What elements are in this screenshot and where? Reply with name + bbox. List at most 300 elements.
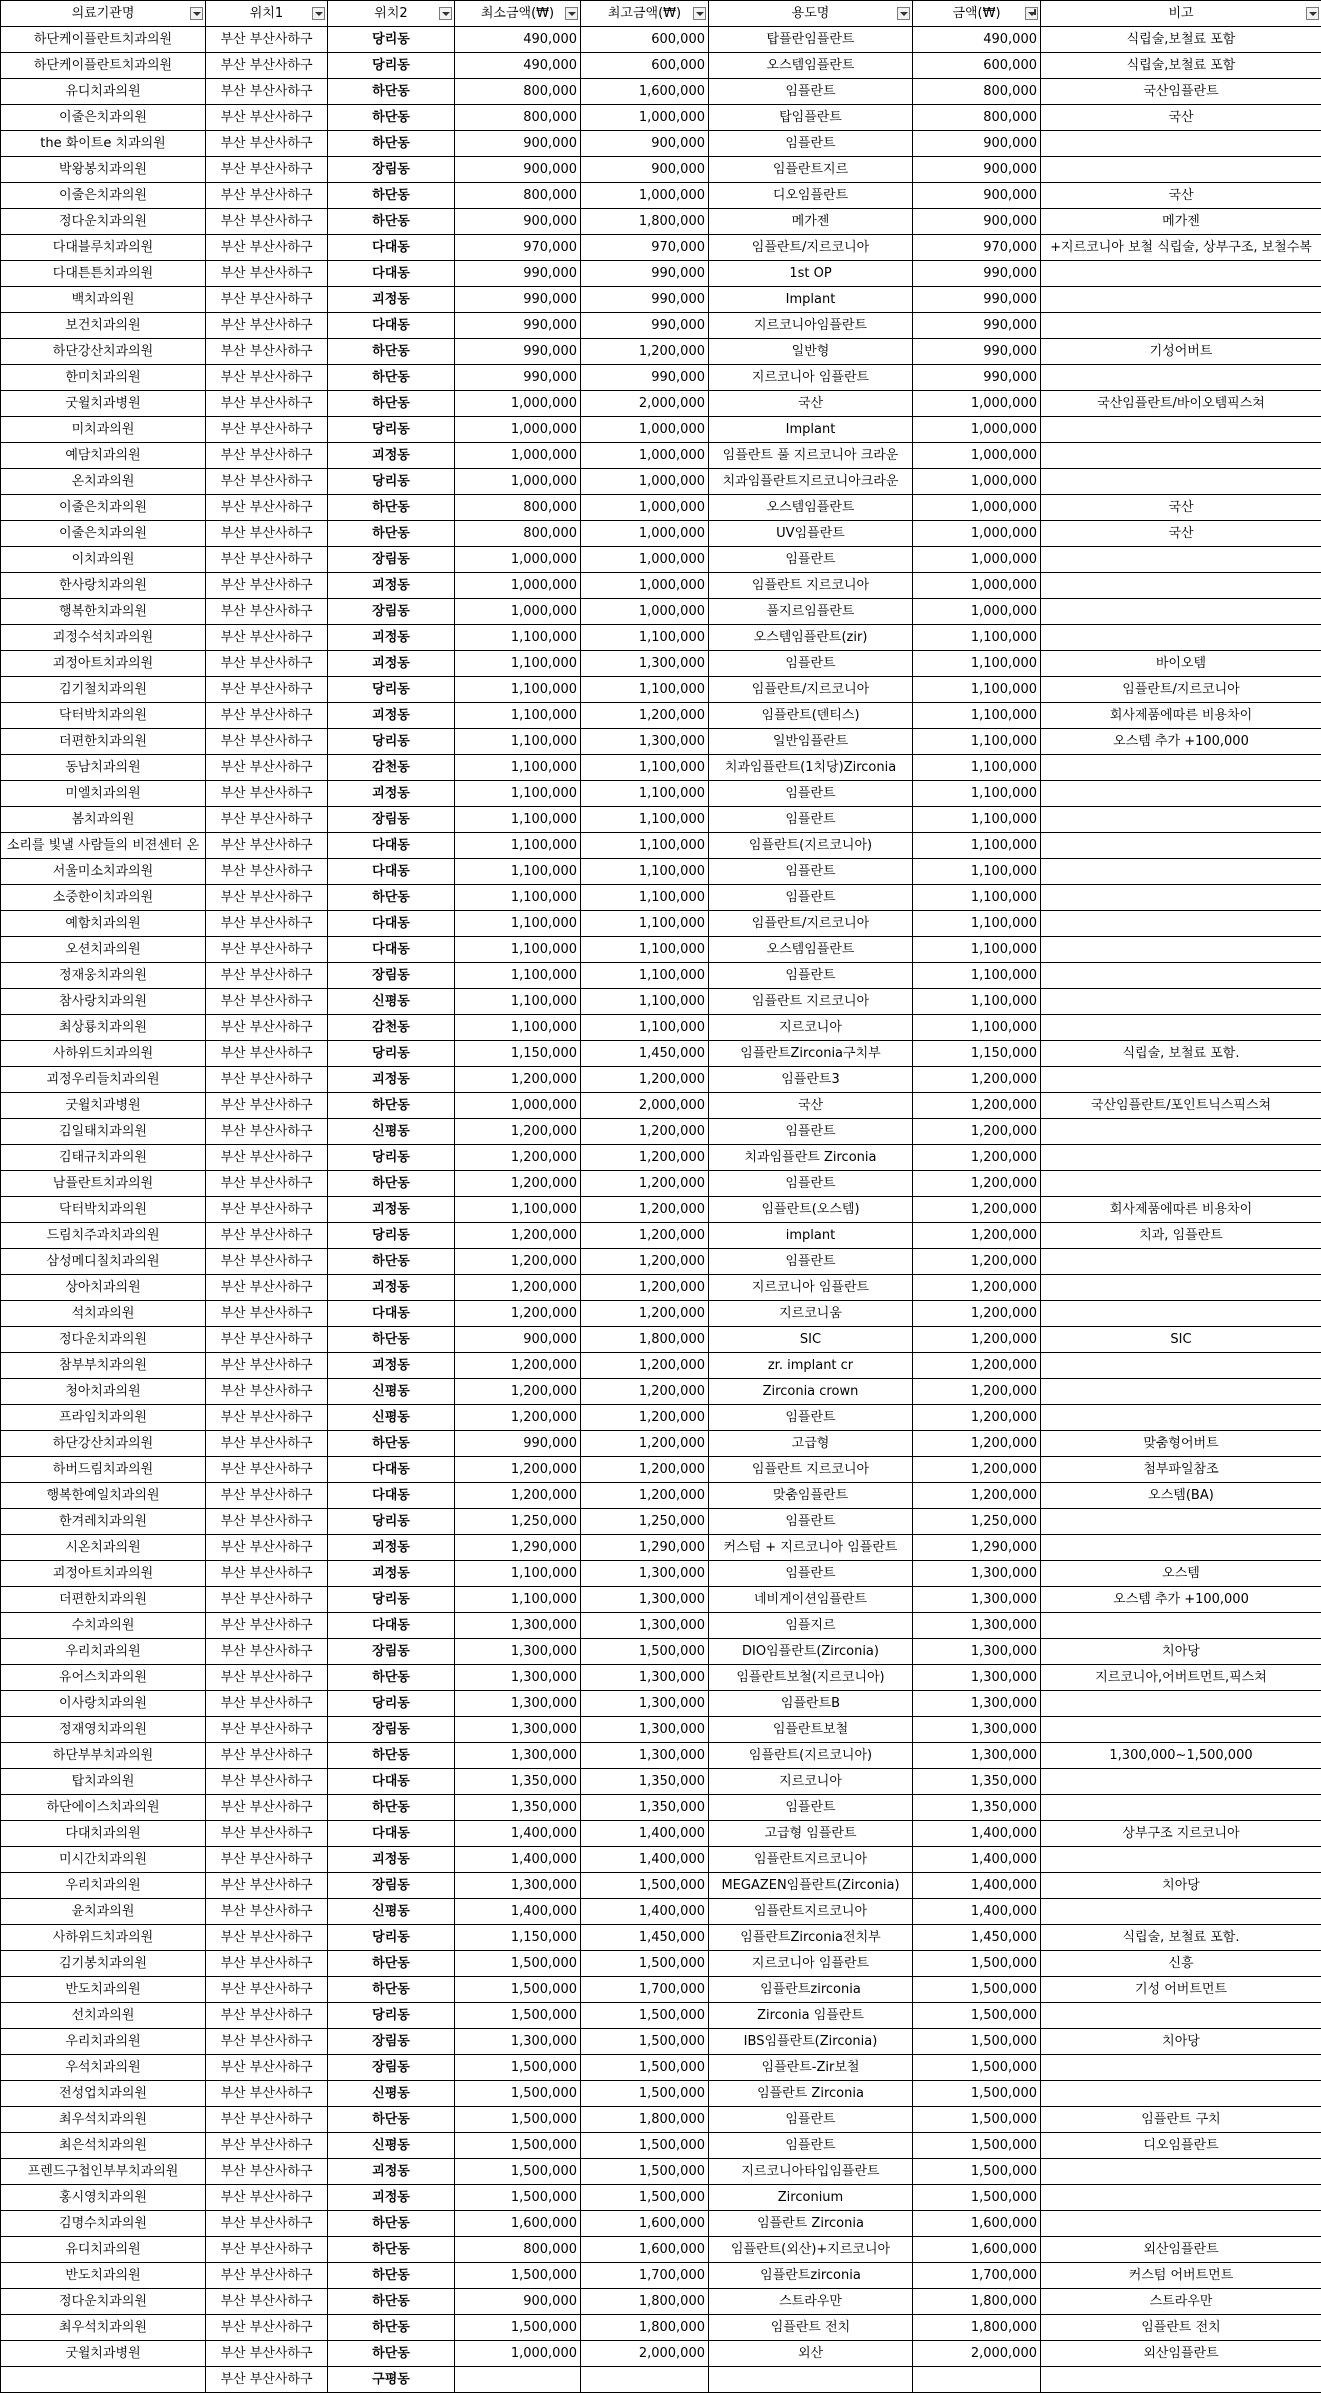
cell-price[interactable]: 1,500,000 (913, 2185, 1041, 2211)
cell-location2[interactable]: 장림동 (328, 547, 455, 573)
cell-usage-name[interactable]: 지르코니아임플란트 (709, 313, 913, 339)
cell-price[interactable]: 1,100,000 (913, 755, 1041, 781)
cell-usage-name[interactable]: 오스템임플란트 (709, 937, 913, 963)
cell-usage-name[interactable]: 임플란트 (709, 1509, 913, 1535)
cell-note[interactable] (1041, 989, 1321, 1015)
cell-usage-name[interactable]: 임플란트 전치 (709, 2315, 913, 2341)
cell-hospital-name[interactable]: 청아치과의원 (1, 1379, 206, 1405)
cell-note[interactable] (1041, 157, 1321, 183)
cell-min-price[interactable]: 1,100,000 (455, 651, 581, 677)
cell-price[interactable]: 1,300,000 (913, 1717, 1041, 1743)
cell-location2[interactable]: 괴정동 (328, 781, 455, 807)
cell-location2[interactable]: 하단동 (328, 1171, 455, 1197)
cell-hospital-name[interactable]: 사하위드치과의원 (1, 1041, 206, 1067)
cell-location1[interactable]: 부산 부산사하구 (206, 1899, 328, 1925)
cell-note[interactable]: 1,300,000~1,500,000 (1041, 1743, 1321, 1769)
cell-location2[interactable]: 하단동 (328, 365, 455, 391)
cell-location2[interactable]: 다대동 (328, 911, 455, 937)
cell-location2[interactable]: 당리동 (328, 1691, 455, 1717)
cell-max-price[interactable]: 1,100,000 (581, 677, 709, 703)
cell-hospital-name[interactable]: 굿윌치과병원 (1, 391, 206, 417)
cell-price[interactable]: 1,200,000 (913, 1093, 1041, 1119)
cell-usage-name[interactable]: 임플란트 풀 지르코니아 크라운 (709, 443, 913, 469)
cell-max-price[interactable]: 1,500,000 (581, 1639, 709, 1665)
cell-note[interactable]: 상부구조 지르코니아 (1041, 1821, 1321, 1847)
cell-note[interactable]: 임플란트 전치 (1041, 2315, 1321, 2341)
cell-location2[interactable]: 하단동 (328, 1951, 455, 1977)
cell-note[interactable] (1041, 807, 1321, 833)
cell-price[interactable]: 1,250,000 (913, 1509, 1041, 1535)
cell-location2[interactable]: 하단동 (328, 1431, 455, 1457)
cell-location1[interactable]: 부산 부산사하구 (206, 469, 328, 495)
cell-note[interactable] (1041, 469, 1321, 495)
cell-hospital-name[interactable]: 하단에이스치과의원 (1, 1795, 206, 1821)
cell-location2[interactable]: 괴정동 (328, 651, 455, 677)
cell-note[interactable] (1041, 1795, 1321, 1821)
cell-price[interactable]: 900,000 (913, 183, 1041, 209)
cell-usage-name[interactable]: 일반형 (709, 339, 913, 365)
cell-hospital-name[interactable]: 우석치과의원 (1, 2055, 206, 2081)
cell-price[interactable] (913, 2367, 1041, 2393)
cell-max-price[interactable]: 1,300,000 (581, 729, 709, 755)
cell-note[interactable]: 임플란트 구치 (1041, 2107, 1321, 2133)
cell-location1[interactable]: 부산 부산사하구 (206, 1301, 328, 1327)
cell-price[interactable]: 1,200,000 (913, 1223, 1041, 1249)
cell-location1[interactable]: 부산 부산사하구 (206, 339, 328, 365)
cell-location1[interactable]: 부산 부산사하구 (206, 1665, 328, 1691)
cell-location1[interactable]: 부산 부산사하구 (206, 1197, 328, 1223)
cell-location1[interactable]: 부산 부산사하구 (206, 1561, 328, 1587)
cell-max-price[interactable]: 1,000,000 (581, 495, 709, 521)
cell-min-price[interactable]: 800,000 (455, 105, 581, 131)
cell-location1[interactable]: 부산 부산사하구 (206, 1639, 328, 1665)
cell-note[interactable]: 치아당 (1041, 2029, 1321, 2055)
cell-location2[interactable]: 괴정동 (328, 625, 455, 651)
cell-note[interactable] (1041, 911, 1321, 937)
cell-max-price[interactable]: 1,450,000 (581, 1041, 709, 1067)
cell-max-price[interactable]: 1,100,000 (581, 807, 709, 833)
cell-min-price[interactable]: 800,000 (455, 79, 581, 105)
cell-note[interactable]: 신흥 (1041, 1951, 1321, 1977)
cell-max-price[interactable]: 1,500,000 (581, 2133, 709, 2159)
cell-max-price[interactable]: 990,000 (581, 261, 709, 287)
cell-min-price[interactable]: 1,100,000 (455, 963, 581, 989)
cell-min-price[interactable]: 1,150,000 (455, 1925, 581, 1951)
cell-price[interactable]: 1,200,000 (913, 1327, 1041, 1353)
cell-hospital-name[interactable]: 한겨레치과의원 (1, 1509, 206, 1535)
cell-max-price[interactable]: 1,200,000 (581, 703, 709, 729)
cell-usage-name[interactable]: Implant (709, 287, 913, 313)
cell-hospital-name[interactable]: 정다운치과의원 (1, 1327, 206, 1353)
filter-dropdown-icon[interactable] (312, 7, 325, 20)
cell-location1[interactable]: 부산 부산사하구 (206, 651, 328, 677)
cell-max-price[interactable] (581, 2367, 709, 2393)
cell-hospital-name[interactable]: 사하위드치과의원 (1, 1925, 206, 1951)
cell-location1[interactable]: 부산 부산사하구 (206, 2055, 328, 2081)
cell-max-price[interactable]: 970,000 (581, 235, 709, 261)
cell-price[interactable]: 1,200,000 (913, 1119, 1041, 1145)
cell-location2[interactable]: 괴정동 (328, 2159, 455, 2185)
cell-location1[interactable]: 부산 부산사하구 (206, 53, 328, 79)
cell-hospital-name[interactable]: 최우석치과의원 (1, 2107, 206, 2133)
cell-hospital-name[interactable]: 미시간치과의원 (1, 1847, 206, 1873)
cell-price[interactable]: 1,600,000 (913, 2211, 1041, 2237)
cell-max-price[interactable]: 1,000,000 (581, 417, 709, 443)
cell-usage-name[interactable]: 커스텀 + 지르코니아 임플란트 (709, 1535, 913, 1561)
cell-price[interactable]: 1,100,000 (913, 677, 1041, 703)
cell-min-price[interactable]: 1,100,000 (455, 677, 581, 703)
cell-max-price[interactable]: 1,200,000 (581, 1171, 709, 1197)
cell-max-price[interactable]: 1,100,000 (581, 755, 709, 781)
cell-max-price[interactable]: 1,100,000 (581, 963, 709, 989)
cell-usage-name[interactable]: UV임플란트 (709, 521, 913, 547)
cell-min-price[interactable]: 1,200,000 (455, 1249, 581, 1275)
cell-location2[interactable]: 장림동 (328, 599, 455, 625)
cell-min-price[interactable]: 1,100,000 (455, 1561, 581, 1587)
cell-location2[interactable]: 다대동 (328, 859, 455, 885)
cell-price[interactable]: 1,400,000 (913, 1899, 1041, 1925)
cell-max-price[interactable]: 1,290,000 (581, 1535, 709, 1561)
cell-hospital-name[interactable]: 홍시영치과의원 (1, 2185, 206, 2211)
cell-max-price[interactable]: 1,800,000 (581, 1327, 709, 1353)
cell-usage-name[interactable]: 네비게이션임플란트 (709, 1587, 913, 1613)
cell-max-price[interactable]: 1,100,000 (581, 1015, 709, 1041)
cell-max-price[interactable]: 2,000,000 (581, 391, 709, 417)
cell-max-price[interactable]: 1,350,000 (581, 1769, 709, 1795)
cell-price[interactable]: 1,400,000 (913, 1847, 1041, 1873)
cell-price[interactable]: 1,800,000 (913, 2315, 1041, 2341)
cell-max-price[interactable]: 1,500,000 (581, 2081, 709, 2107)
cell-hospital-name[interactable]: 이줄은치과의원 (1, 521, 206, 547)
cell-usage-name[interactable]: 임플란트 (709, 131, 913, 157)
cell-max-price[interactable]: 1,100,000 (581, 885, 709, 911)
cell-location2[interactable]: 하단동 (328, 105, 455, 131)
cell-min-price[interactable]: 1,200,000 (455, 1275, 581, 1301)
cell-min-price[interactable]: 1,500,000 (455, 1977, 581, 2003)
cell-min-price[interactable]: 1,200,000 (455, 1067, 581, 1093)
cell-min-price[interactable]: 990,000 (455, 365, 581, 391)
cell-note[interactable]: 디오임플란트 (1041, 2133, 1321, 2159)
cell-usage-name[interactable]: 임플란트 (709, 1119, 913, 1145)
cell-note[interactable]: 기성어버트 (1041, 339, 1321, 365)
cell-max-price[interactable]: 1,300,000 (581, 1691, 709, 1717)
cell-location2[interactable]: 하단동 (328, 183, 455, 209)
cell-usage-name[interactable]: 임플란트3 (709, 1067, 913, 1093)
cell-max-price[interactable]: 1,300,000 (581, 1587, 709, 1613)
cell-max-price[interactable]: 1,000,000 (581, 521, 709, 547)
cell-usage-name[interactable]: 임플란트 (709, 651, 913, 677)
cell-hospital-name[interactable]: 한사랑치과의원 (1, 573, 206, 599)
cell-location1[interactable]: 부산 부산사하구 (206, 859, 328, 885)
cell-hospital-name[interactable]: 정다운치과의원 (1, 2289, 206, 2315)
cell-min-price[interactable]: 1,290,000 (455, 1535, 581, 1561)
cell-usage-name[interactable]: 풀지르임플란트 (709, 599, 913, 625)
cell-min-price[interactable]: 900,000 (455, 209, 581, 235)
cell-note[interactable] (1041, 1145, 1321, 1171)
cell-location1[interactable]: 부산 부산사하구 (206, 1041, 328, 1067)
cell-location1[interactable]: 부산 부산사하구 (206, 235, 328, 261)
cell-price[interactable]: 1,100,000 (913, 1015, 1041, 1041)
cell-location2[interactable]: 신평동 (328, 1119, 455, 1145)
cell-max-price[interactable]: 1,000,000 (581, 599, 709, 625)
cell-max-price[interactable]: 1,600,000 (581, 79, 709, 105)
cell-min-price[interactable]: 1,100,000 (455, 729, 581, 755)
cell-location2[interactable]: 괴정동 (328, 1535, 455, 1561)
cell-min-price[interactable]: 1,200,000 (455, 1483, 581, 1509)
cell-min-price[interactable]: 1,200,000 (455, 1145, 581, 1171)
cell-usage-name[interactable]: 임플란트 (709, 79, 913, 105)
cell-max-price[interactable]: 600,000 (581, 53, 709, 79)
cell-min-price[interactable]: 1,300,000 (455, 1717, 581, 1743)
cell-location2[interactable]: 다대동 (328, 833, 455, 859)
cell-location2[interactable]: 하단동 (328, 1795, 455, 1821)
cell-location1[interactable]: 부산 부산사하구 (206, 1171, 328, 1197)
cell-location1[interactable]: 부산 부산사하구 (206, 1431, 328, 1457)
cell-price[interactable]: 1,000,000 (913, 547, 1041, 573)
cell-note[interactable] (1041, 833, 1321, 859)
cell-hospital-name[interactable]: 괴정아트치과의원 (1, 651, 206, 677)
cell-min-price[interactable]: 1,200,000 (455, 1379, 581, 1405)
cell-price[interactable]: 1,200,000 (913, 1379, 1041, 1405)
cell-location2[interactable]: 당리동 (328, 1145, 455, 1171)
cell-price[interactable]: 1,290,000 (913, 1535, 1041, 1561)
cell-hospital-name[interactable]: 남플란트치과의원 (1, 1171, 206, 1197)
cell-price[interactable]: 1,500,000 (913, 1951, 1041, 1977)
cell-note[interactable]: 국산 (1041, 521, 1321, 547)
cell-location1[interactable]: 부산 부산사하구 (206, 677, 328, 703)
cell-hospital-name[interactable]: 프라임치과의원 (1, 1405, 206, 1431)
cell-location2[interactable]: 당리동 (328, 1041, 455, 1067)
cell-location2[interactable]: 하단동 (328, 2263, 455, 2289)
cell-location1[interactable]: 부산 부산사하구 (206, 729, 328, 755)
cell-min-price[interactable]: 1,000,000 (455, 391, 581, 417)
cell-location2[interactable]: 괴정동 (328, 1067, 455, 1093)
cell-hospital-name[interactable]: 하단강산치과의원 (1, 1431, 206, 1457)
cell-location2[interactable]: 당리동 (328, 1587, 455, 1613)
cell-min-price[interactable]: 1,100,000 (455, 911, 581, 937)
cell-max-price[interactable]: 1,800,000 (581, 209, 709, 235)
cell-price[interactable]: 1,000,000 (913, 573, 1041, 599)
cell-location2[interactable]: 당리동 (328, 2003, 455, 2029)
cell-usage-name[interactable]: 임플란트 지르코니아 (709, 573, 913, 599)
cell-location1[interactable]: 부산 부산사하구 (206, 807, 328, 833)
cell-hospital-name[interactable]: 김기철치과의원 (1, 677, 206, 703)
cell-location2[interactable]: 다대동 (328, 1769, 455, 1795)
cell-note[interactable]: 회사제품에따른 비용차이 (1041, 703, 1321, 729)
cell-usage-name[interactable]: 임플란트-Zir보철 (709, 2055, 913, 2081)
cell-note[interactable] (1041, 417, 1321, 443)
cell-min-price[interactable]: 1,600,000 (455, 2211, 581, 2237)
cell-note[interactable]: 식립술, 보철료 포함. (1041, 1925, 1321, 1951)
cell-location1[interactable]: 부산 부산사하구 (206, 1353, 328, 1379)
cell-max-price[interactable]: 1,200,000 (581, 1249, 709, 1275)
cell-usage-name[interactable]: DIO임플란트(Zirconia) (709, 1639, 913, 1665)
cell-note[interactable]: 국산임플란트 (1041, 79, 1321, 105)
cell-location2[interactable]: 하단동 (328, 2211, 455, 2237)
cell-usage-name[interactable]: 지르코니아타입임플란트 (709, 2159, 913, 2185)
cell-min-price[interactable]: 1,200,000 (455, 1457, 581, 1483)
cell-note[interactable] (1041, 937, 1321, 963)
cell-hospital-name[interactable]: 소리를 빛낼 사람들의 비젼센터 온 (1, 833, 206, 859)
cell-location1[interactable]: 부산 부산사하구 (206, 287, 328, 313)
cell-price[interactable]: 1,000,000 (913, 469, 1041, 495)
cell-price[interactable]: 1,500,000 (913, 2159, 1041, 2185)
cell-note[interactable] (1041, 1847, 1321, 1873)
cell-usage-name[interactable]: 탑플란임플란트 (709, 27, 913, 53)
cell-hospital-name[interactable]: 우리치과의원 (1, 1873, 206, 1899)
cell-hospital-name[interactable]: 김명수치과의원 (1, 2211, 206, 2237)
filter-dropdown-icon[interactable] (897, 7, 910, 20)
cell-usage-name[interactable]: 임플란트(오스템) (709, 1197, 913, 1223)
cell-hospital-name[interactable]: 보건치과의원 (1, 313, 206, 339)
cell-max-price[interactable]: 1,100,000 (581, 989, 709, 1015)
cell-location1[interactable]: 부산 부산사하구 (206, 625, 328, 651)
cell-max-price[interactable]: 1,450,000 (581, 1925, 709, 1951)
cell-min-price[interactable]: 1,100,000 (455, 703, 581, 729)
cell-location2[interactable]: 다대동 (328, 1301, 455, 1327)
cell-usage-name[interactable]: 임플란트/지르코니아 (709, 911, 913, 937)
cell-max-price[interactable]: 990,000 (581, 365, 709, 391)
cell-location1[interactable]: 부산 부산사하구 (206, 1275, 328, 1301)
cell-usage-name[interactable]: 디오임플란트 (709, 183, 913, 209)
sort-filter-dropdown-icon[interactable] (1025, 7, 1038, 20)
cell-usage-name[interactable]: 임플란트(지르코니아) (709, 1743, 913, 1769)
cell-note[interactable] (1041, 287, 1321, 313)
cell-usage-name[interactable]: 임플란트보철 (709, 1717, 913, 1743)
cell-min-price[interactable]: 1,000,000 (455, 443, 581, 469)
filter-dropdown-icon[interactable] (439, 7, 452, 20)
cell-min-price[interactable]: 1,200,000 (455, 1119, 581, 1145)
cell-note[interactable] (1041, 1119, 1321, 1145)
cell-price[interactable]: 800,000 (913, 105, 1041, 131)
cell-min-price[interactable]: 1,100,000 (455, 755, 581, 781)
cell-min-price[interactable]: 900,000 (455, 131, 581, 157)
cell-usage-name[interactable]: 임플란트지르 (709, 157, 913, 183)
cell-location1[interactable]: 부산 부산사하구 (206, 1457, 328, 1483)
cell-location2[interactable]: 하단동 (328, 1093, 455, 1119)
cell-price[interactable]: 1,200,000 (913, 1301, 1041, 1327)
cell-location1[interactable]: 부산 부산사하구 (206, 2081, 328, 2107)
cell-location2[interactable]: 하단동 (328, 131, 455, 157)
cell-note[interactable] (1041, 2367, 1321, 2393)
cell-note[interactable] (1041, 131, 1321, 157)
cell-note[interactable] (1041, 443, 1321, 469)
cell-note[interactable]: 식립술, 보철료 포함. (1041, 1041, 1321, 1067)
cell-min-price[interactable]: 1,100,000 (455, 1587, 581, 1613)
cell-max-price[interactable]: 1,200,000 (581, 1457, 709, 1483)
cell-usage-name[interactable]: 임플란트보철(지르코니아) (709, 1665, 913, 1691)
cell-location1[interactable]: 부산 부산사하구 (206, 1249, 328, 1275)
cell-usage-name[interactable]: 임플란트(지르코니아) (709, 833, 913, 859)
cell-min-price[interactable]: 1,250,000 (455, 1509, 581, 1535)
cell-max-price[interactable]: 1,600,000 (581, 2237, 709, 2263)
cell-hospital-name[interactable]: 우리치과의원 (1, 1639, 206, 1665)
cell-max-price[interactable]: 2,000,000 (581, 1093, 709, 1119)
cell-usage-name[interactable]: 메가젠 (709, 209, 913, 235)
cell-location1[interactable]: 부산 부산사하구 (206, 1977, 328, 2003)
cell-hospital-name[interactable]: 삼성메디칠치과의원 (1, 1249, 206, 1275)
cell-price[interactable]: 1,200,000 (913, 1457, 1041, 1483)
cell-location1[interactable]: 부산 부산사하구 (206, 1015, 328, 1041)
cell-min-price[interactable]: 490,000 (455, 53, 581, 79)
cell-note[interactable] (1041, 1275, 1321, 1301)
cell-hospital-name[interactable]: 괴정아트치과의원 (1, 1561, 206, 1587)
cell-hospital-name[interactable]: 동남치과의원 (1, 755, 206, 781)
cell-hospital-name[interactable]: 소중한이치과의원 (1, 885, 206, 911)
cell-usage-name[interactable]: 임플란트Zirconia전치부 (709, 1925, 913, 1951)
cell-hospital-name[interactable]: 정다운치과의원 (1, 209, 206, 235)
cell-location2[interactable]: 신평동 (328, 2081, 455, 2107)
cell-usage-name[interactable]: 임플란트Zirconia구치부 (709, 1041, 913, 1067)
cell-location2[interactable]: 당리동 (328, 677, 455, 703)
cell-note[interactable] (1041, 1509, 1321, 1535)
cell-usage-name[interactable]: IBS임플란트(Zirconia) (709, 2029, 913, 2055)
cell-location2[interactable]: 하단동 (328, 1743, 455, 1769)
cell-location2[interactable]: 하단동 (328, 2315, 455, 2341)
cell-hospital-name[interactable]: 닥터박치과의원 (1, 703, 206, 729)
cell-location2[interactable]: 하단동 (328, 209, 455, 235)
cell-location2[interactable]: 하단동 (328, 2107, 455, 2133)
cell-location2[interactable]: 장림동 (328, 2029, 455, 2055)
cell-location1[interactable]: 부산 부산사하구 (206, 1587, 328, 1613)
cell-min-price[interactable]: 800,000 (455, 183, 581, 209)
cell-hospital-name[interactable]: 석치과의원 (1, 1301, 206, 1327)
cell-price[interactable]: 1,100,000 (913, 937, 1041, 963)
cell-min-price[interactable]: 1,150,000 (455, 1041, 581, 1067)
cell-usage-name[interactable]: 임플란트(덴티스) (709, 703, 913, 729)
cell-usage-name[interactable]: 임플란트 (709, 963, 913, 989)
cell-location2[interactable]: 당리동 (328, 27, 455, 53)
cell-price[interactable]: 1,300,000 (913, 1743, 1041, 1769)
cell-hospital-name[interactable]: 예함치과의원 (1, 911, 206, 937)
cell-min-price[interactable]: 1,200,000 (455, 1301, 581, 1327)
cell-location1[interactable]: 부산 부산사하구 (206, 1691, 328, 1717)
cell-price[interactable]: 1,000,000 (913, 443, 1041, 469)
cell-location1[interactable]: 부산 부산사하구 (206, 1873, 328, 1899)
cell-location1[interactable]: 부산 부산사하구 (206, 105, 328, 131)
cell-max-price[interactable]: 1,000,000 (581, 573, 709, 599)
cell-min-price[interactable]: 1,100,000 (455, 859, 581, 885)
filter-dropdown-icon[interactable] (1306, 7, 1319, 20)
cell-location2[interactable]: 하단동 (328, 495, 455, 521)
cell-hospital-name[interactable]: 괴정수석치과의원 (1, 625, 206, 651)
cell-note[interactable] (1041, 1067, 1321, 1093)
cell-max-price[interactable]: 2,000,000 (581, 2341, 709, 2367)
cell-max-price[interactable]: 1,700,000 (581, 2263, 709, 2289)
cell-max-price[interactable]: 1,400,000 (581, 1821, 709, 1847)
cell-max-price[interactable]: 1,000,000 (581, 469, 709, 495)
cell-price[interactable]: 600,000 (913, 53, 1041, 79)
cell-usage-name[interactable]: 스트라우만 (709, 2289, 913, 2315)
cell-price[interactable]: 1,000,000 (913, 521, 1041, 547)
cell-hospital-name[interactable]: 탑치과의원 (1, 1769, 206, 1795)
cell-hospital-name[interactable]: 정재영치과의원 (1, 1717, 206, 1743)
cell-note[interactable]: 치아당 (1041, 1639, 1321, 1665)
filter-dropdown-icon[interactable] (565, 7, 578, 20)
cell-note[interactable]: 커스텀 어버트먼트 (1041, 2263, 1321, 2289)
cell-price[interactable]: 1,100,000 (913, 963, 1041, 989)
cell-max-price[interactable]: 1,300,000 (581, 1561, 709, 1587)
cell-note[interactable]: 임플란트/지르코니아 (1041, 677, 1321, 703)
cell-usage-name[interactable]: 고급형 (709, 1431, 913, 1457)
cell-usage-name[interactable]: 국산 (709, 391, 913, 417)
cell-max-price[interactable]: 1,200,000 (581, 1197, 709, 1223)
cell-price[interactable]: 1,300,000 (913, 1561, 1041, 1587)
cell-location1[interactable]: 부산 부산사하구 (206, 1223, 328, 1249)
cell-hospital-name[interactable]: 백치과의원 (1, 287, 206, 313)
cell-price[interactable]: 1,200,000 (913, 1145, 1041, 1171)
cell-location1[interactable]: 부산 부산사하구 (206, 2029, 328, 2055)
